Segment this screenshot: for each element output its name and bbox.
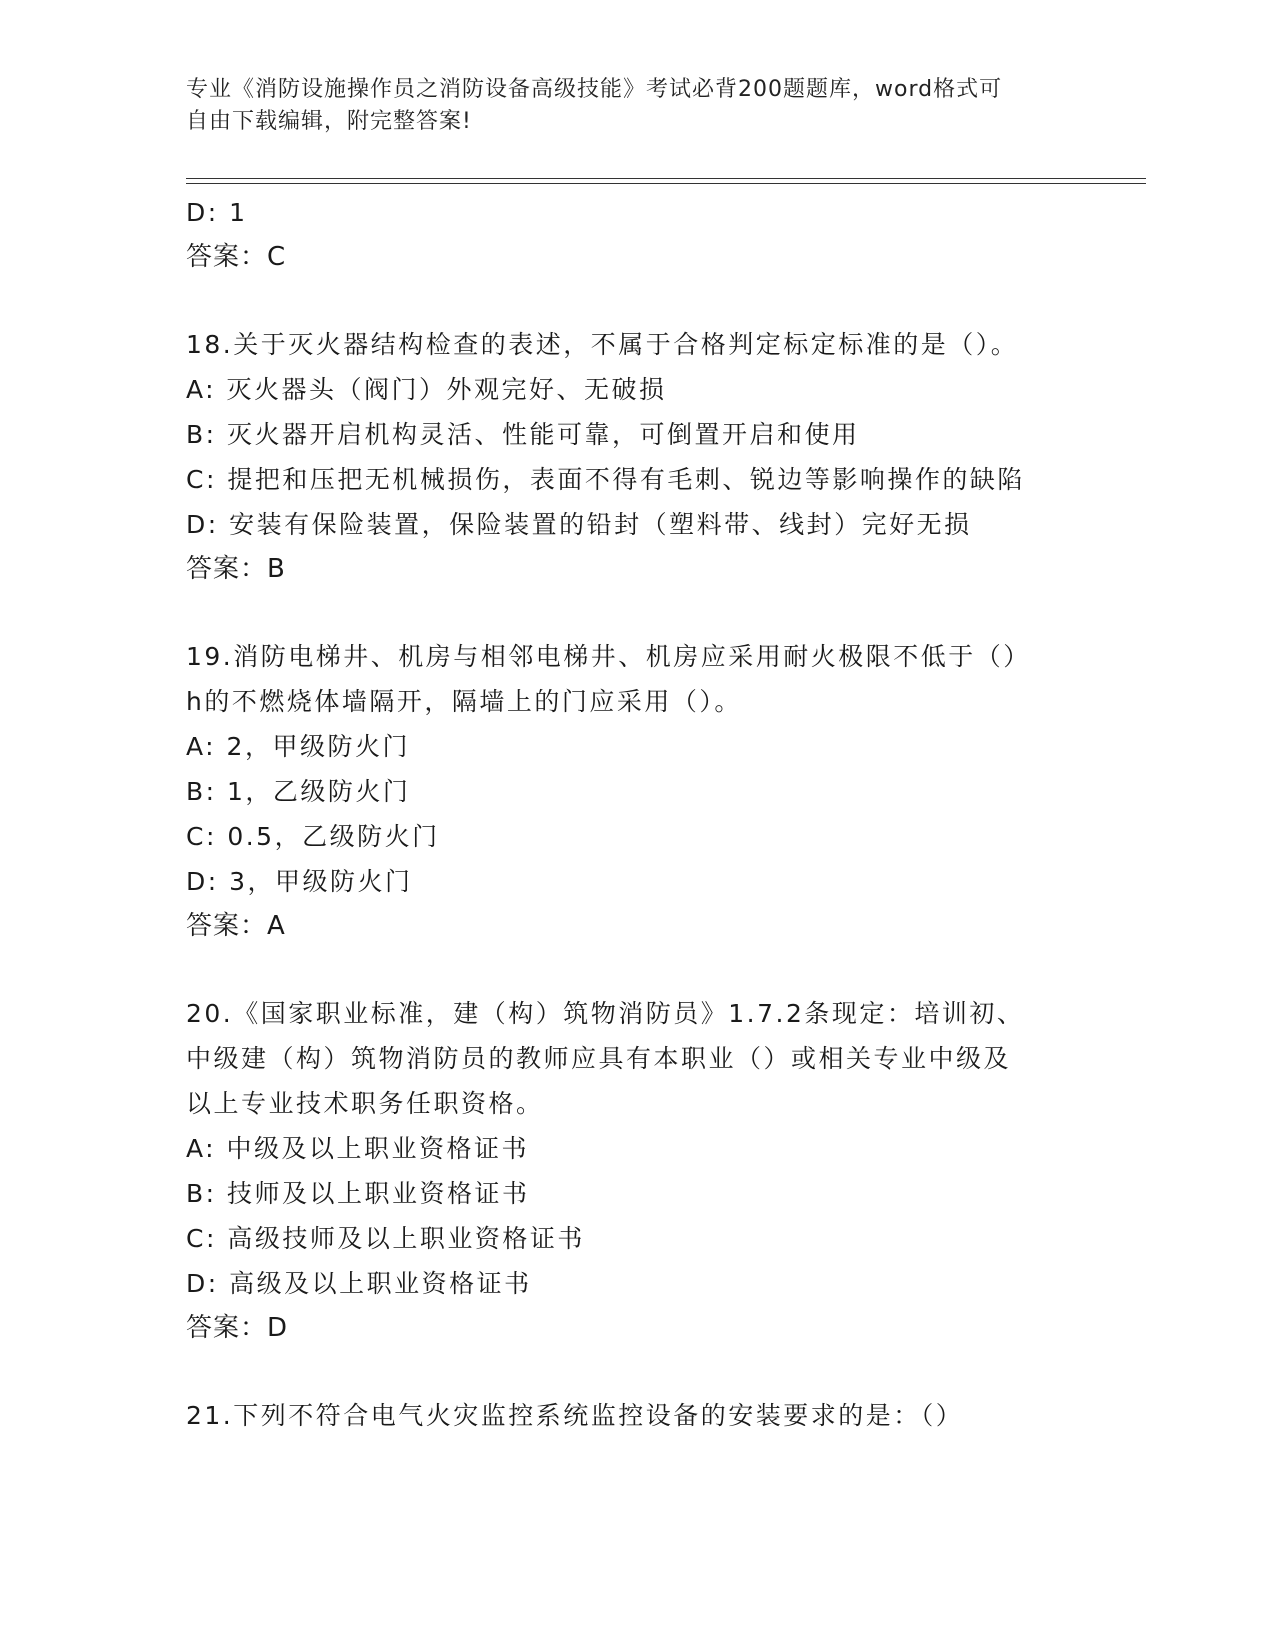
header-line-2: 自由下载编辑，附完整答案! [186,109,472,134]
question-18 [186,322,1086,592]
question-stem: 中级建（构）筑物消防员的教师应具有本职业（）或相关专业中级及 [186,1044,1012,1073]
option-c: C: 0.5，乙级防火门 [186,822,440,851]
option-b: B: 灭火器开启机构灵活、性能可靠，可倒置开启和使用 [186,420,860,449]
option-d: D: 安装有保险装置，保险装置的铅封（塑料带、线封）完好无损 [186,510,972,539]
answer-line: 答案：D [186,1313,289,1343]
question-stem: h的不燃烧体墙隔开，隔墙上的门应采用（）。 [186,687,742,716]
option-c: C: 提把和压把无机械损伤，表面不得有毛刺、锐边等影响操作的缺陷 [186,465,1025,494]
option-b: B: 1，乙级防火门 [186,777,411,806]
option-d: D: 1 [186,198,248,227]
page-content [186,190,1086,1438]
option-a: A: 灭火器头（阀门）外观完好、无破损 [186,375,667,404]
option-b: B: 技师及以上职业资格证书 [186,1179,530,1208]
question-stem: 21.下列不符合电气火灾监控系统监控设备的安装要求的是：（） [186,1401,964,1430]
answer-line: 答案：B [186,554,286,584]
question-stem: 以上专业技术职务任职资格。 [186,1089,544,1118]
option-c: C: 高级技师及以上职业资格证书 [186,1224,585,1253]
answer-line: 答案：A [186,911,286,941]
option-a: A: 2，甲级防火门 [186,732,410,761]
question-stem: 20.《国家职业标准，建（构）筑物消防员》1.7.2条现定：培训初、 [186,999,1025,1028]
question-21 [186,1393,1086,1438]
option-d: D: 3，甲级防火门 [186,867,413,896]
option-d: D: 高级及以上职业资格证书 [186,1269,532,1298]
lead-block [186,190,1086,280]
question-19 [186,634,1086,949]
header-divider-top [186,178,1146,179]
question-stem: 18.关于灭火器结构检查的表述，不属于合格判定标定标准的是（）。 [186,330,1019,359]
question-20 [186,991,1086,1351]
header-divider-bottom [186,183,1146,184]
page-header [186,74,1066,138]
option-a: A: 中级及以上职业资格证书 [186,1134,530,1163]
question-stem: 19.消防电梯井、机房与相邻电梯井、机房应采用耐火极限不低于（） [186,642,1031,671]
header-line-1: 专业《消防设施操作员之消防设备高级技能》考试必背200题题库，word格式可 [186,77,1003,102]
answer-line: 答案：C [186,242,287,272]
